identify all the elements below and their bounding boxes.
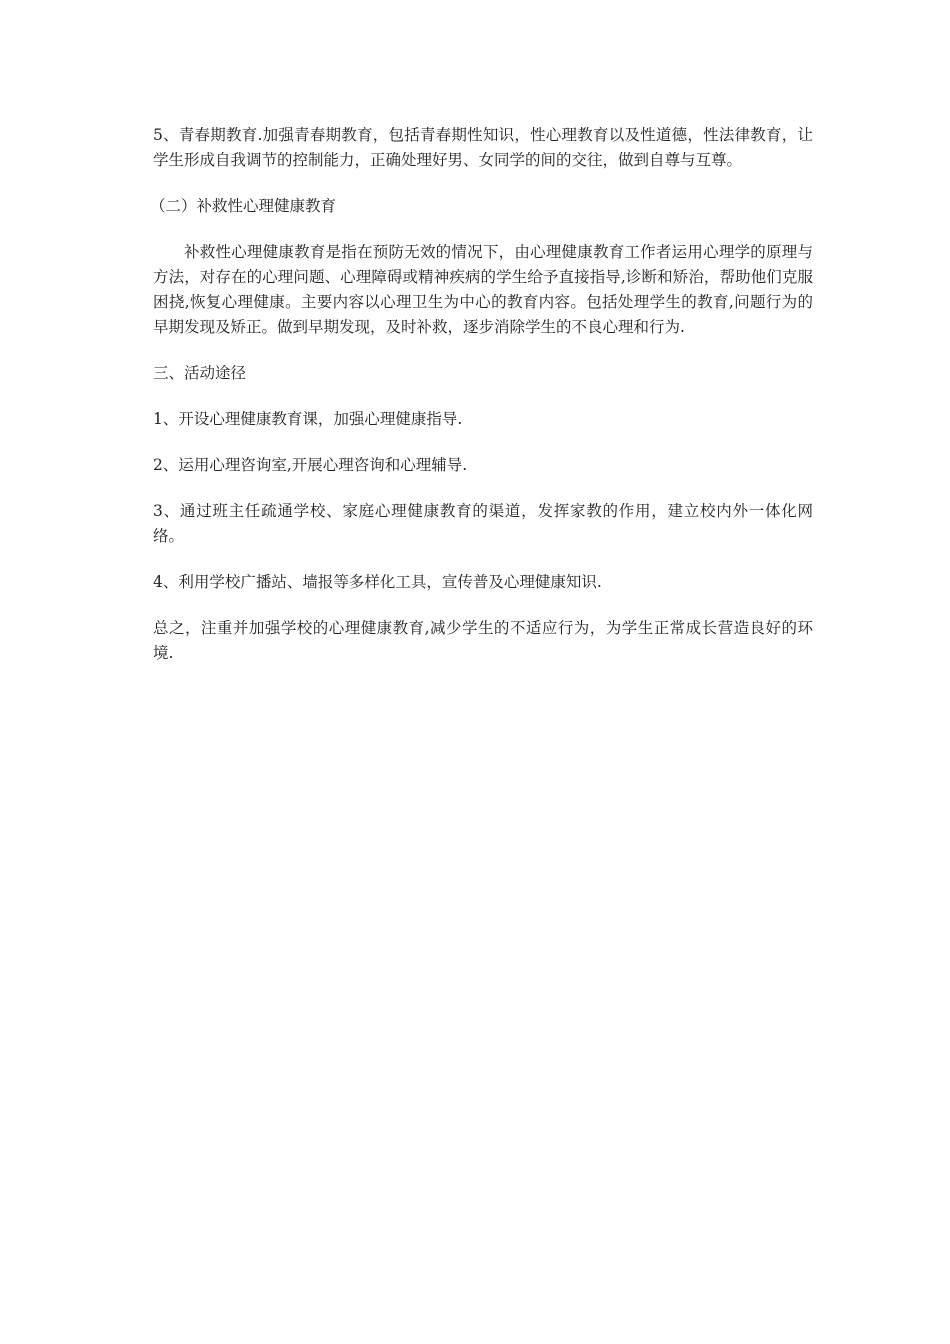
- list-item-approach-2: 2、运用心理咨询室,开展心理咨询和心理辅导.: [153, 456, 468, 474]
- document-body: [150, 123, 813, 687]
- paragraph-remedial-education: 补救性心理健康教育是指在预防无效的情况下，由心理健康教育工作者运用心理学的原理与方法，对存在的心理问题、心理障碍或精神疾病的学生给予直接指导,诊断和矫治，帮助他们克服困挠,恢复心理健康。主要内容以心理卫生为中心的教育内容。包括处理学生的教育,问题行为的早期发现及矫正。做到早期发现，及时补救，逐步消除学生的不良心理和行为.: [153, 243, 813, 336]
- list-item-approach-3: 3、通过班主任疏通学校、家庭心理健康教育的渠道，发挥家教的作用，建立校内外一体化网络。: [153, 502, 813, 545]
- paragraph-adolescence-education: 5、青春期教育.加强青春期教育，包括青春期性知识，性心理教育以及性道德，性法律教育，让学生形成自我调节的控制能力，正确处理好男、女同学的间的交往，做到自尊与互尊。: [153, 126, 813, 169]
- section-heading-activity-approaches: 三、活动途径: [153, 364, 247, 382]
- list-item-approach-4: 4、利用学校广播站、墙报等多样化工具，宣传普及心理健康知识.: [153, 573, 602, 591]
- section-heading-remedial-education: （二）补救性心理健康教育: [150, 197, 337, 215]
- paragraph-conclusion: 总之，注重并加强学校的心理健康教育,减少学生的不适应行为，为学生正常成长营造良好的环境.: [153, 619, 813, 662]
- list-item-approach-1: 1、开设心理健康教育课，加强心理健康指导.: [153, 410, 463, 428]
